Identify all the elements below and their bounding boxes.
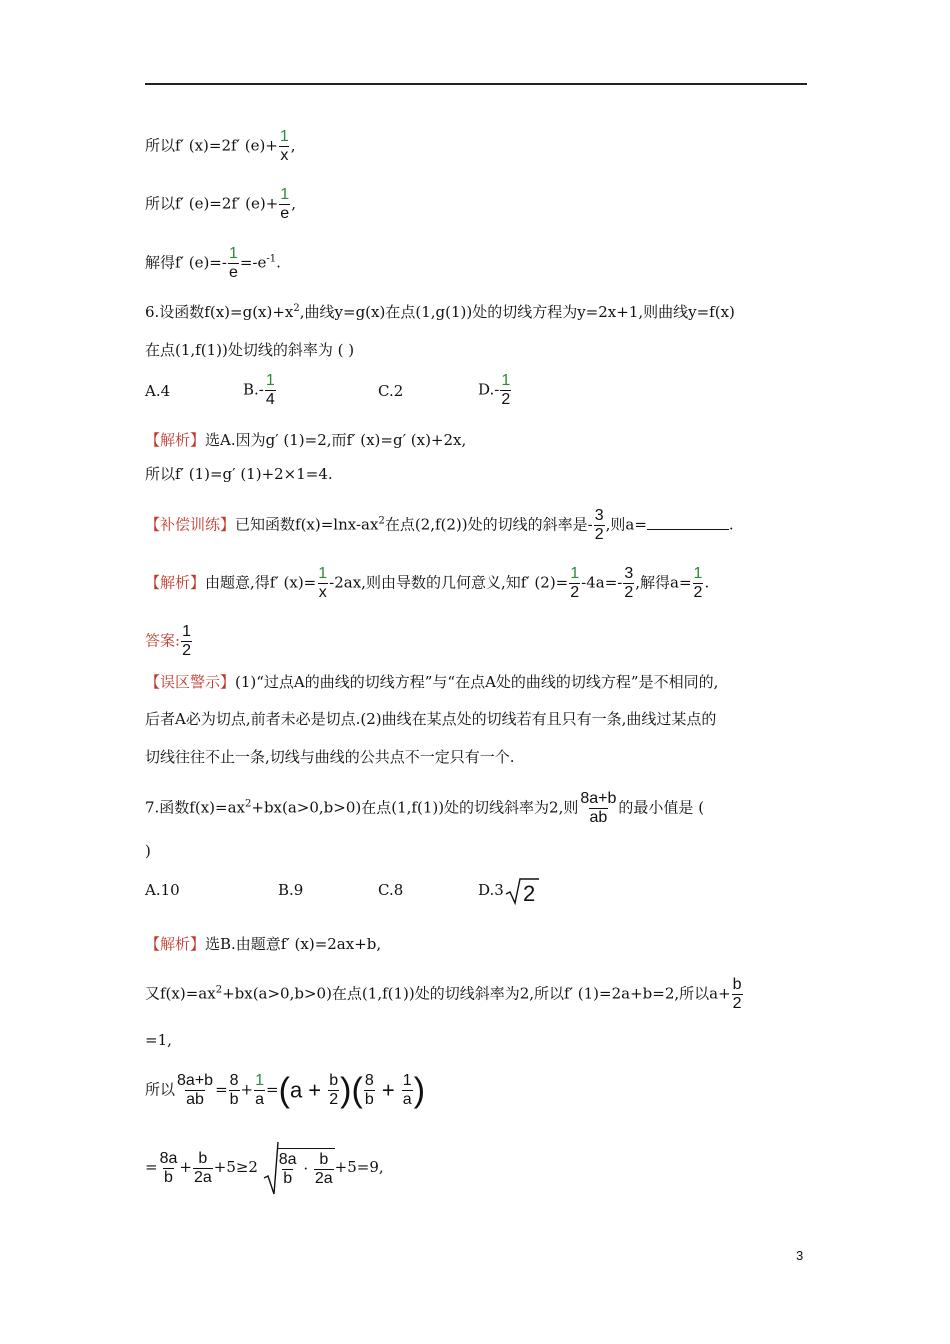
answer-line: 答案: $\frac{1}{2}$ [145,623,191,659]
fraction-b-over-2a: $\frac{b}{2a}$ [314,1151,333,1187]
header-rule [145,83,807,85]
fraction-1-over-e: $\frac{1}{e}$ [280,186,290,222]
fraction-8a-over-b: $\frac{8a}{b}$ [159,1149,178,1186]
q7-option-c: C.8 [378,881,404,899]
fraction-b-over-2: $\frac{b}{2}$ [732,976,742,1012]
q6-option-c: C.2 [378,382,404,400]
fraction-1-over-2: $\frac{1}{2}$ [693,565,703,601]
compensation-analysis: 【解析】由题意,得f′ (x)= $\frac{1}{x}$ -2ax,则由导数的几何意义,知f′ (2)= $\frac{1}{2}$ -4a=- $\frac{3}{2}$ ,解得a= $\frac{1}{2}$ . [145,565,710,601]
q7-option-a: A.10 [145,881,180,899]
question-6-line-2: 在点(1,f(1))处切线的斜率为 ( ) [145,341,355,359]
fraction-b-over-2a: $\frac{b}{2a}$ [193,1149,212,1186]
fraction-1-over-a: $\frac{1}{a}$ [402,1072,412,1108]
fraction-3-over-2: $\frac{3}{2}$ [594,507,604,543]
question-6-line-1: 6.设函数$f(x)=g(x)+x^2$,曲线y=g(x)在点(1,g(1))处的切线方程为y=2x+1,则曲线y=f(x) [145,303,735,321]
line-f-prime-e: 所以f′ (e)=2f′ (e)+ $\frac{1}{e}$ , [145,186,296,222]
fraction-1-over-x: $\frac{1}{x}$ [318,565,328,601]
question-7-line-1: 7.函数$f(x)=ax^2+bx(a>0,b>0)$在点(1,f(1))处的切线斜率为2,则 $\frac{8a+b}{ab}$ 的最小值是 ( [145,790,705,826]
q7-analysis-3: =1, [145,1031,172,1049]
fraction-8a-over-b: $\frac{8a}{b}$ [278,1151,297,1187]
warning-line-2: 后者A必为切点,前者未必是切点.(2)曲线在某点处的切线若有且只有一条,曲线过某点的 [145,710,717,728]
fraction-8a-plus-b-over-ab: $\frac{8a+b}{ab}$ [580,790,617,826]
warning-line-3: 切线往往不止一条,切线与曲线的公共点不一定只有一个. [145,748,515,766]
q6-option-a: A.4 [145,382,171,400]
fraction-1-over-4: $\frac{1}{4}$ [265,372,275,408]
fraction-1-over-e: $\frac{1}{e}$ [228,245,238,281]
answer-blank [647,515,729,530]
q6-analysis-1: 【解析】选A.因为g′ (1)=2,而f′ (x)=g′ (x)+2x, [145,431,467,449]
q6-analysis-2: 所以f′ (1)=g′ (1)+2×1=4. [145,465,333,483]
fraction-8a-plus-b-over-ab: $\frac{8a+b}{ab}$ [177,1072,214,1108]
sqrt-radicand: $\frac{8a}{b}$ · $\frac{b}{2a}$ [277,1148,335,1188]
line-solve: 解得f′ (e)=- $\frac{1}{e}$ $=-e^{-1}$. [145,245,281,281]
compensation-training: 【补偿训练】已知函数$f(x)=\ln x-ax^2$在点(2,f(2))处的切线的斜率是- $\frac{3}{2}$ ,则a= . [145,507,734,543]
fraction-1-over-2: $\frac{1}{2}$ [501,372,511,408]
text: 所以f′ (e)=2f′ (e)+ [145,194,279,213]
fraction-8-over-b: $\frac{8}{b}$ [229,1072,239,1108]
text: 解得f′ (e)=- [145,253,227,272]
q6-option-b: B.- $\frac{1}{4}$ [243,372,275,408]
fraction-1-over-a: $\frac{1}{a}$ [255,1072,265,1108]
fraction-1-over-x: $\frac{1}{x}$ [279,128,289,164]
question-7-line-2: ) [145,842,151,860]
line-f-prime-x: 所以f′ (x)=2f′ (e)+ $\frac{1}{x}$ , [145,128,296,164]
fraction-1-over-2: $\frac{1}{2}$ [570,565,580,601]
fraction-1-over-2: $\frac{1}{2}$ [182,623,191,659]
svg-text:2: 2 [522,881,536,906]
fraction-b-over-2: $\frac{b}{2}$ [329,1072,339,1108]
text: 所以f′ (x)=2f′ (e)+ [145,136,278,155]
fraction-8-over-b: $\frac{8}{b}$ [364,1072,374,1108]
q7-analysis-5: = $\frac{8a}{b}$ + $\frac{b}{2a}$ +5≥2 $\frac{8a}{b}$ · $\frac{b}{2a}$ +5=9, [145,1140,384,1196]
page-number: 3 [796,1248,804,1263]
q7-option-b: B.9 [278,881,304,899]
fraction-3-over-2: $\frac{3}{2}$ [624,565,634,601]
q7-analysis-4: 所以 $\frac{8a+b}{ab}$ = $\frac{8}{b}$ + $\frac{1}{a}$ =(a + $\frac{b}{2}$ )( $\frac{8}{b}$ + $\frac{1}{a}$ ) [145,1071,426,1110]
q7-analysis-2: 又$f(x)=ax^2+bx(a>0,b>0)$在点(1,f(1))处的切线斜率为2,所以f′ (1)=2a+b=2,所以a+ $\frac{b}{2}$ [145,976,742,1012]
warning-line-1: 【误区警示】(1)“过点A的曲线的切线方程”与“在点A处的曲线的切线方程”是不相同的, [145,673,719,691]
q7-analysis-1: 【解析】选B.由题意f′ (x)=2ax+b, [145,935,382,953]
q6-option-d: D.- $\frac{1}{2}$ [478,372,511,408]
q7-option-d: D.3 2 [478,876,540,906]
sqrt-2-icon [504,876,540,906]
